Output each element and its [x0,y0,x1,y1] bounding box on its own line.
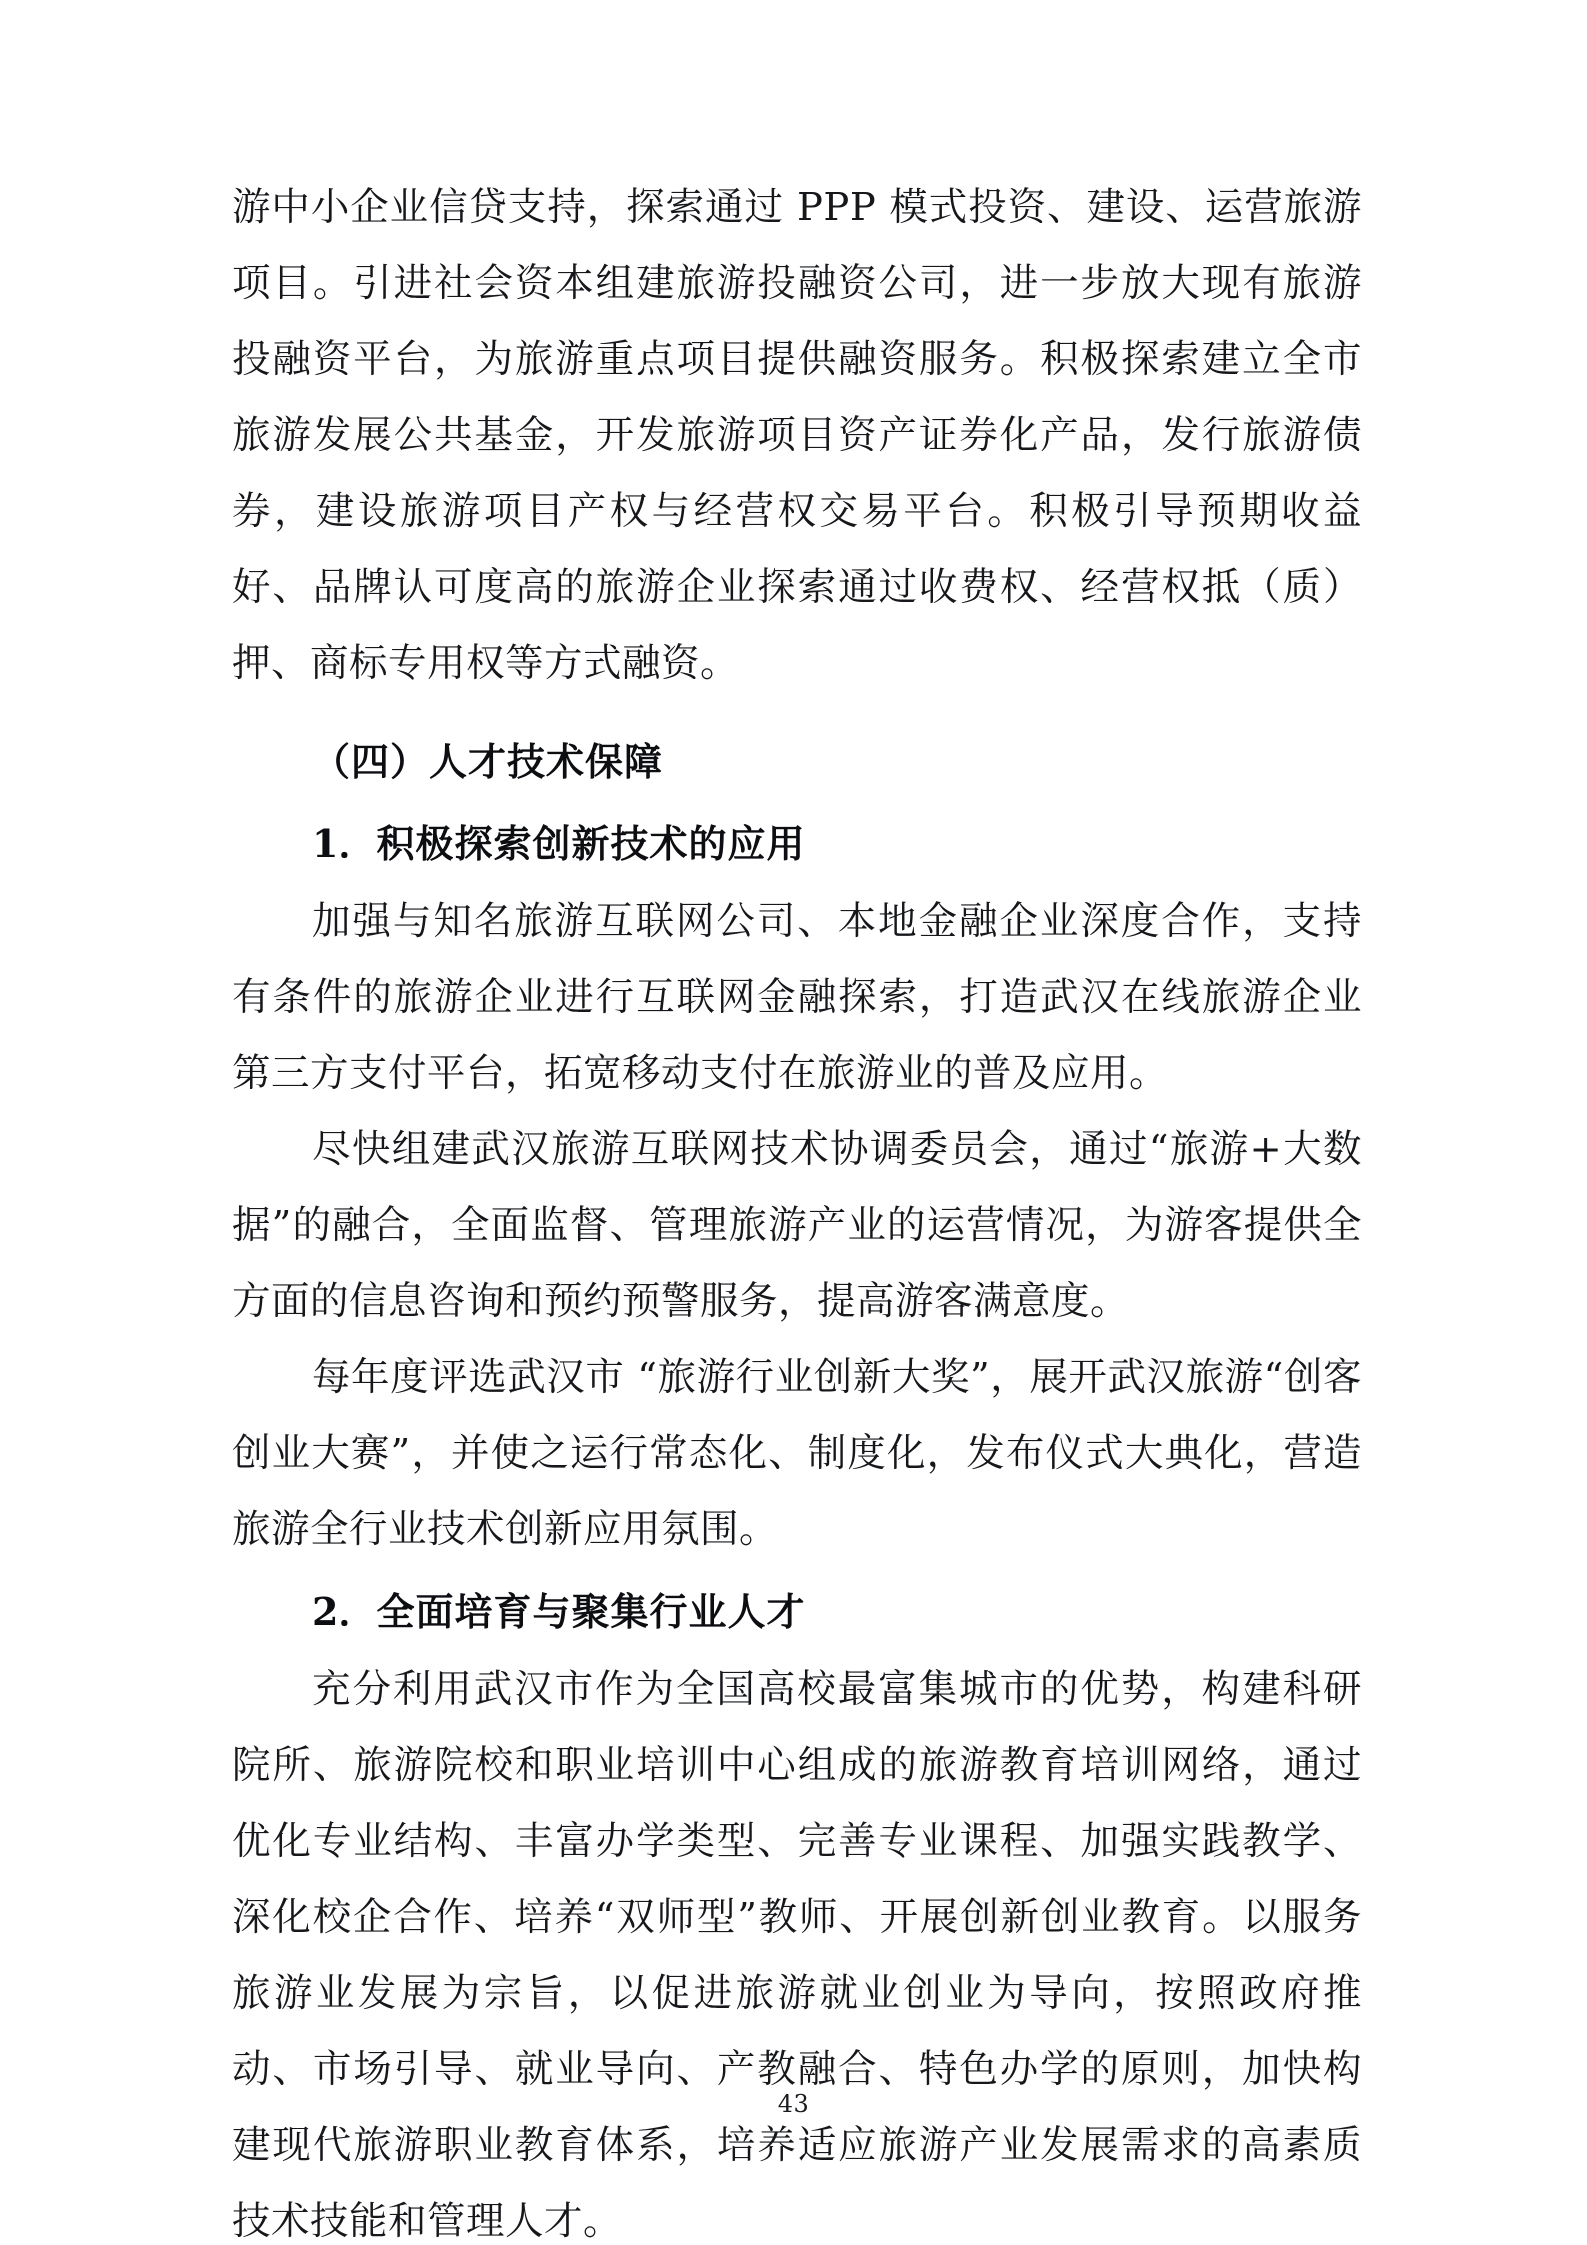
subsection-heading-2-label: 全面培育与聚集行业人才 [376,1589,806,1634]
body-paragraph-5: 充分利用武汉市作为全国高校最富集城市的优势，构建科研院所、旅游院校和职业培训中心组成的旅游教育培训网络，通过优化专业结构、丰富办学类型、完善专业课程、加强实践教学、深化校企合作、培养“双师型”教师、开展创新创业教育。以服务旅游业发展为宗旨，以促进旅游就业创业为导向，按照政府推动、市场引导、就业导向、产教融合、特色办学的原则，加快构建现代旅游职业教育体系，培养适应旅游产业发展需求的高素质技术技能和管理人才。 [232,1667,1362,2244]
section-heading-4: （四）人才技术保障 [312,740,664,784]
subsection-heading-2 [232,1574,1362,1650]
page-content [232,170,1362,2245]
body-paragraph-continued: 游中小企业信贷支持，探索通过 PPP 模式投资、建设、运营旅游项目。引进社会资本组建旅游投融资公司，进一步放大现有旅游投融资平台，为旅游重点项目提供融资服务。积极探索建立全市旅游发展公共基金，开发旅游项目资产证券化产品，发行旅游债券，建设旅游项目产权与经营权交易平台。积极引导预期收益好、品牌认可度高的旅游企业探索通过收费权、经营权抵（质）押、商标专用权等方式融资。 [232,185,1362,686]
body-paragraph-3: 尽快组建武汉旅游互联网技术协调委员会，通过“旅游+大数据”的融合，全面监督、管理旅游产业的运营情况，为游客提供全方面的信息咨询和预约预警服务，提高游客满意度。 [232,1127,1362,1324]
body-paragraph-4: 每年度评选武汉市 “旅游行业创新大奖”，展开武汉旅游“创客创业大赛”，并使之运行常态化、制度化，发布仪式大典化，营造旅游全行业技术创新应用氛围。 [232,1355,1362,1552]
subsection-heading-1-label: 积极探索创新技术的应用 [376,821,806,866]
subsection-heading-1-number: 1． [312,821,377,866]
body-paragraph-2: 加强与知名旅游互联网公司、本地金融企业深度合作，支持有条件的旅游企业进行互联网金融探索，打造武汉在线旅游企业第三方支付平台，拓宽移动支付在旅游业的普及应用。 [232,899,1362,1096]
subsection-heading-1 [232,806,1362,882]
page-number-footer: 43 [777,2090,810,2118]
subsection-heading-2-number: 2． [312,1589,377,1634]
spacer [232,702,1362,712]
